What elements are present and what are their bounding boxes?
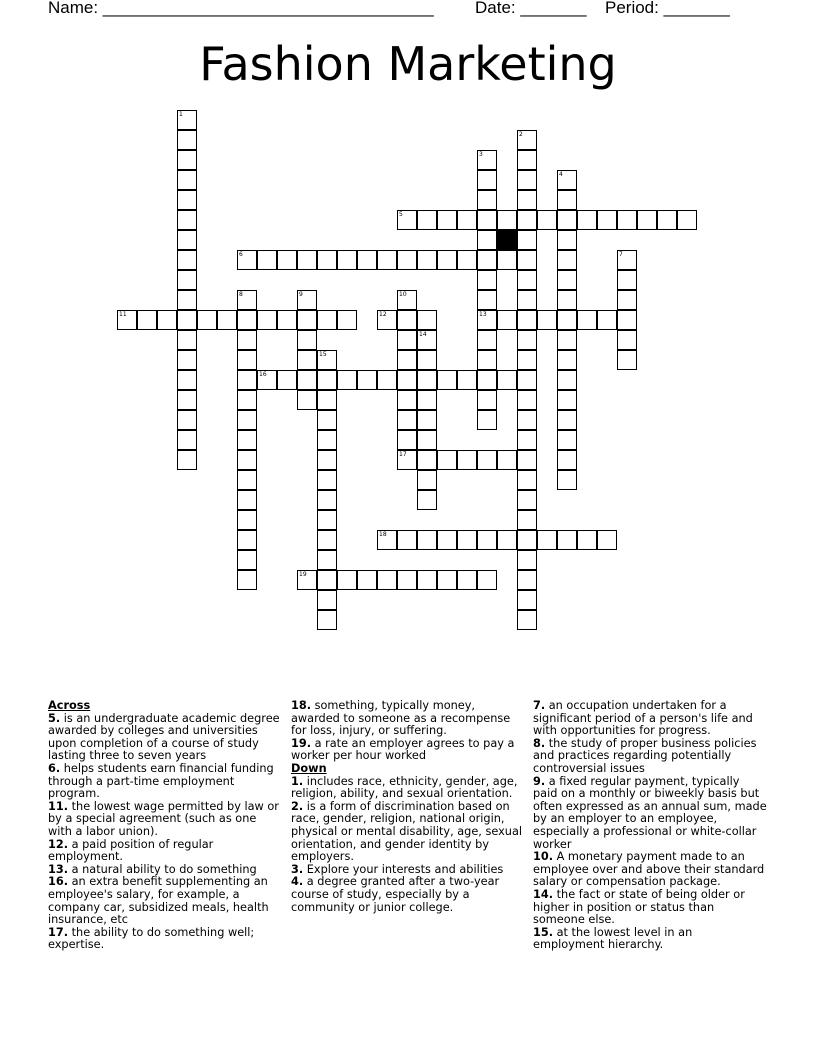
crossword-cell[interactable] <box>337 570 357 590</box>
crossword-cell[interactable] <box>177 130 197 150</box>
crossword-cell[interactable] <box>317 410 337 430</box>
crossword-cell[interactable] <box>397 350 417 370</box>
crossword-cell[interactable] <box>557 210 577 230</box>
crossword-cell[interactable] <box>557 330 577 350</box>
crossword-cell[interactable] <box>317 510 337 530</box>
clue-number: 18 <box>379 531 387 538</box>
crossword-cell[interactable] <box>517 150 537 170</box>
clue-number: 11 <box>119 311 127 318</box>
period-field[interactable]: Period: _______ <box>605 0 730 17</box>
clues-column-1 <box>48 700 282 952</box>
crossword-cell[interactable] <box>337 250 357 270</box>
clue-text: a degree granted after a two-year course of study, especially by a community or junior college. <box>291 875 500 914</box>
crossword-cell[interactable] <box>477 450 497 470</box>
clue-text: the study of proper business policies and practices regarding potentially controversial issues <box>533 736 757 775</box>
crossword-cell[interactable] <box>557 350 577 370</box>
crossword-cell[interactable] <box>177 190 197 210</box>
black-cell <box>497 230 517 250</box>
crossword-cell[interactable] <box>457 530 477 550</box>
crossword-cell[interactable] <box>477 170 497 190</box>
clue-text: A monetary payment made to an employee over and above their standard salary or compensation package. <box>533 850 765 889</box>
crossword-cell[interactable] <box>417 450 437 470</box>
crossword-cell[interactable] <box>577 210 597 230</box>
clue-number: 8. <box>533 736 546 750</box>
crossword-cell[interactable] <box>317 570 337 590</box>
clue-text: at the lowest level in an employment hierarchy. <box>533 925 693 952</box>
crossword-cell[interactable] <box>597 310 617 330</box>
crossword-cell[interactable] <box>437 250 457 270</box>
crossword-cell[interactable] <box>397 430 417 450</box>
clue-text: something, typically money, awarded to someone as a recompense for loss, injury, or suffering. <box>291 699 511 738</box>
across-clue <box>48 763 282 801</box>
crossword-cell[interactable] <box>557 430 577 450</box>
crossword-cell[interactable] <box>277 370 297 390</box>
crossword-cell[interactable] <box>377 370 397 390</box>
across-clue <box>48 713 282 763</box>
crossword-cell[interactable] <box>297 310 317 330</box>
clue-text: a paid position of regular employment. <box>48 837 214 864</box>
crossword-cell[interactable] <box>417 570 437 590</box>
crossword-cell[interactable] <box>177 290 197 310</box>
crossword-cell[interactable] <box>317 590 337 610</box>
clue-number: 5 <box>399 211 403 218</box>
down-clue <box>533 700 767 738</box>
crossword-cell[interactable] <box>597 530 617 550</box>
across-clue <box>48 839 282 864</box>
crossword-cell[interactable] <box>517 470 537 490</box>
crossword-cell[interactable] <box>457 250 477 270</box>
clue-number: 16. <box>48 875 69 889</box>
crossword-cell[interactable] <box>377 570 397 590</box>
crossword-cell[interactable] <box>517 410 537 430</box>
crossword-cell[interactable] <box>337 370 357 390</box>
crossword-cell[interactable] <box>297 370 317 390</box>
crossword-cell[interactable] <box>517 450 537 470</box>
down-clue <box>533 927 767 952</box>
crossword-cell[interactable] <box>237 510 257 530</box>
clue-text: a rate an employer agrees to pay a worker per hour worked <box>291 736 515 763</box>
clue-number: 4 <box>559 171 563 178</box>
clues-column-3 <box>533 700 767 952</box>
crossword-cell[interactable] <box>237 370 257 390</box>
crossword-cell[interactable] <box>397 330 417 350</box>
crossword-cell[interactable] <box>457 370 477 390</box>
crossword-cell[interactable] <box>537 210 557 230</box>
crossword-cell[interactable] <box>317 430 337 450</box>
clue-number: 9 <box>299 291 303 298</box>
crossword-cell[interactable] <box>337 310 357 330</box>
crossword-cell[interactable] <box>317 250 337 270</box>
clue-number: 18. <box>291 699 312 712</box>
clue-number: 11. <box>48 799 69 813</box>
clue-number: 1 <box>179 111 183 118</box>
down-clue <box>533 851 767 889</box>
crossword-cell[interactable] <box>177 270 197 290</box>
clue-text: a fixed regular payment, typically paid on a monthly or biweekly basis but often expressed as an annual sum, made by an employer to an employee, especially a professional or white-collar worker <box>533 774 767 851</box>
crossword-cell[interactable] <box>477 570 497 590</box>
crossword-cell[interactable] <box>417 310 437 330</box>
crossword-cell[interactable] <box>457 450 477 470</box>
crossword-cell[interactable] <box>517 310 537 330</box>
crossword-cell[interactable] <box>517 530 537 550</box>
clue-number: 15. <box>533 925 554 939</box>
clue-number: 17 <box>399 451 407 458</box>
crossword-cell[interactable] <box>557 410 577 430</box>
crossword-cell[interactable] <box>517 570 537 590</box>
crossword-cell[interactable] <box>417 250 437 270</box>
crossword-cell[interactable] <box>257 250 277 270</box>
crossword-cell[interactable] <box>177 210 197 230</box>
crossword-cell[interactable] <box>137 310 157 330</box>
crossword-cell[interactable] <box>557 450 577 470</box>
crossword-cell[interactable] <box>237 490 257 510</box>
crossword-cell[interactable] <box>617 270 637 290</box>
crossword-cell[interactable] <box>517 230 537 250</box>
crossword-cell[interactable] <box>397 530 417 550</box>
crossword-cell[interactable] <box>517 510 537 530</box>
crossword-cell[interactable] <box>617 310 637 330</box>
crossword-cell[interactable] <box>177 310 197 330</box>
crossword-cell[interactable] <box>477 270 497 290</box>
crossword-cell[interactable] <box>157 310 177 330</box>
crossword-cell[interactable] <box>437 370 457 390</box>
clue-number: 8 <box>239 291 243 298</box>
across-clue <box>48 801 282 839</box>
crossword-cell[interactable] <box>477 190 497 210</box>
crossword-cell[interactable] <box>257 310 277 330</box>
crossword-cell[interactable] <box>477 210 497 230</box>
down-clue <box>291 801 525 864</box>
crossword-cell[interactable] <box>177 410 197 430</box>
crossword-cell[interactable] <box>437 570 457 590</box>
crossword-cell[interactable] <box>357 570 377 590</box>
clue-number: 9. <box>533 774 546 788</box>
crossword-cell[interactable] <box>437 210 457 230</box>
crossword-cell[interactable] <box>397 310 417 330</box>
clue-number: 13. <box>48 862 69 876</box>
crossword-cell[interactable] <box>317 450 337 470</box>
down-clue <box>533 738 767 776</box>
crossword-cell[interactable] <box>177 330 197 350</box>
clue-number: 12 <box>379 311 387 318</box>
down-clue <box>533 889 767 927</box>
down-clue <box>291 876 525 914</box>
crossword-cell[interactable] <box>557 230 577 250</box>
crossword-cell[interactable] <box>617 350 637 370</box>
crossword-cell[interactable] <box>517 210 537 230</box>
clue-number: 19. <box>291 736 312 750</box>
crossword-cell[interactable] <box>637 210 657 230</box>
crossword-cell[interactable] <box>477 370 497 390</box>
crossword-cell[interactable] <box>477 250 497 270</box>
crossword-cell[interactable] <box>237 330 257 350</box>
crossword-cell[interactable] <box>537 310 557 330</box>
crossword-cell[interactable] <box>297 250 317 270</box>
crossword-cell[interactable] <box>277 310 297 330</box>
crossword-cell[interactable] <box>517 550 537 570</box>
down-heading: Down <box>291 761 327 775</box>
clue-number: 3. <box>291 862 304 876</box>
crossword-cell[interactable] <box>417 530 437 550</box>
crossword-cell[interactable] <box>457 570 477 590</box>
clue-number: 3 <box>479 151 483 158</box>
crossword-cell[interactable] <box>517 190 537 210</box>
crossword-cell[interactable] <box>397 250 417 270</box>
crossword-cell[interactable] <box>357 370 377 390</box>
across-clue <box>291 738 525 763</box>
crossword-cell[interactable] <box>417 490 437 510</box>
crossword-cell[interactable] <box>277 250 297 270</box>
crossword-cell[interactable] <box>397 390 417 410</box>
clue-text: the fact or state of being older or higher in position or status than someone else. <box>533 887 745 927</box>
crossword-cell[interactable] <box>517 610 537 630</box>
clue-number: 14 <box>419 331 427 338</box>
crossword-cell[interactable] <box>237 450 257 470</box>
crossword-cell[interactable] <box>517 170 537 190</box>
crossword-cell[interactable] <box>517 490 537 510</box>
crossword-cell[interactable] <box>437 530 457 550</box>
crossword-cell[interactable] <box>417 410 437 430</box>
crossword-cell[interactable] <box>557 390 577 410</box>
crossword-cell[interactable] <box>477 230 497 250</box>
crossword-cell[interactable] <box>517 370 537 390</box>
across-clue <box>48 876 282 926</box>
crossword-cell[interactable] <box>557 190 577 210</box>
crossword-cell[interactable] <box>217 310 237 330</box>
crossword-cell[interactable] <box>497 450 517 470</box>
crossword-cell[interactable] <box>177 450 197 470</box>
crossword-cell[interactable] <box>437 450 457 470</box>
crossword-cell[interactable] <box>237 550 257 570</box>
crossword-cell[interactable] <box>317 470 337 490</box>
crossword-cell[interactable] <box>317 390 337 410</box>
crossword-cell[interactable] <box>477 350 497 370</box>
crossword-cell[interactable] <box>237 430 257 450</box>
crossword-cell[interactable] <box>357 250 377 270</box>
crossword-cell[interactable] <box>497 250 517 270</box>
crossword-cell[interactable] <box>497 530 517 550</box>
crossword-cell[interactable] <box>237 390 257 410</box>
clue-text: a natural ability to do something <box>68 862 257 876</box>
crossword-cell[interactable] <box>457 210 477 230</box>
crossword-cell[interactable] <box>177 150 197 170</box>
clue-number: 15 <box>319 351 327 358</box>
clue-number: 6 <box>239 251 243 258</box>
crossword-cell[interactable] <box>317 610 337 630</box>
across-clue <box>291 700 525 738</box>
crossword-cell[interactable] <box>677 210 697 230</box>
crossword-cell[interactable] <box>317 310 337 330</box>
crossword-cell[interactable] <box>557 250 577 270</box>
crossword-cell[interactable] <box>197 310 217 330</box>
clue-number: 7 <box>619 251 623 258</box>
crossword-cell[interactable] <box>397 370 417 390</box>
crossword-cell[interactable] <box>657 210 677 230</box>
crossword-cell[interactable] <box>517 350 537 370</box>
clue-number: 17. <box>48 925 69 939</box>
crossword-cell[interactable] <box>297 330 317 350</box>
clue-number: 6. <box>48 761 61 775</box>
clue-number: 10 <box>399 291 407 298</box>
crossword-cell[interactable] <box>317 550 337 570</box>
clue-text: is a form of discrimination based on race, gender, religion, national origin, physical or mental disability, age, sexual orientation, and gender identity by employers. <box>291 799 523 864</box>
crossword-cell[interactable] <box>537 530 557 550</box>
crossword-cell[interactable] <box>237 470 257 490</box>
crossword-cell[interactable] <box>617 290 637 310</box>
crossword-cell[interactable] <box>517 430 537 450</box>
clue-text: includes race, ethnicity, gender, age, religion, ability, and sexual orientation. <box>291 774 518 801</box>
across-clue <box>48 927 282 952</box>
crossword-cell[interactable] <box>177 170 197 190</box>
date-field[interactable]: Date: _______ <box>475 0 587 17</box>
clue-text: the ability to do something well; expertise. <box>48 925 255 952</box>
across-heading: Across <box>48 699 91 712</box>
clue-number: 14. <box>533 887 554 901</box>
crossword-cell[interactable] <box>177 350 197 370</box>
crossword-cell[interactable] <box>317 370 337 390</box>
crossword-cell[interactable] <box>417 210 437 230</box>
crossword-cell[interactable] <box>397 570 417 590</box>
crossword-cell[interactable] <box>557 290 577 310</box>
crossword-cell[interactable] <box>477 530 497 550</box>
crossword-cell[interactable] <box>617 330 637 350</box>
crossword-cell[interactable] <box>417 470 437 490</box>
clue-number: 16 <box>259 371 267 378</box>
clues-column-2 <box>291 700 525 914</box>
crossword-cell[interactable] <box>177 250 197 270</box>
crossword-cell[interactable] <box>477 330 497 350</box>
crossword-cell[interactable] <box>237 310 257 330</box>
crossword-cell[interactable] <box>177 390 197 410</box>
crossword-cell[interactable] <box>417 390 437 410</box>
crossword-cell[interactable] <box>557 310 577 330</box>
crossword-cell[interactable] <box>177 230 197 250</box>
clue-number: 1. <box>291 774 304 788</box>
crossword-cell[interactable] <box>617 210 637 230</box>
crossword-cell[interactable] <box>237 410 257 430</box>
crossword-cell[interactable] <box>237 350 257 370</box>
crossword-cell[interactable] <box>297 350 317 370</box>
name-field[interactable]: Name: ___________________________________ <box>48 0 434 17</box>
crossword-cell[interactable] <box>317 490 337 510</box>
crossword-cell[interactable] <box>417 370 437 390</box>
crossword-cell[interactable] <box>517 590 537 610</box>
crossword-cell[interactable] <box>177 430 197 450</box>
clue-number: 13 <box>479 311 487 318</box>
crossword-cell[interactable] <box>577 530 597 550</box>
crossword-cell[interactable] <box>417 350 437 370</box>
crossword-cell[interactable] <box>377 250 397 270</box>
crossword-cell[interactable] <box>477 390 497 410</box>
crossword-cell[interactable] <box>517 390 537 410</box>
clue-number: 5. <box>48 711 61 725</box>
crossword-cell[interactable] <box>417 430 437 450</box>
crossword-cell[interactable] <box>237 530 257 550</box>
crossword-cell[interactable] <box>297 390 317 410</box>
page-title: Fashion Marketing <box>199 37 617 91</box>
clue-number: 10. <box>533 850 554 864</box>
crossword-cell[interactable] <box>577 310 597 330</box>
clue-text: helps students earn financial funding through a part-time employment program. <box>48 761 274 801</box>
crossword-cell[interactable] <box>317 530 337 550</box>
clue-text: is an undergraduate academic degree awarded by colleges and universities upon completion of a course of study lasting three to seven years <box>48 711 280 763</box>
clue-text: the lowest wage permitted by law or by a special agreement (such as one with a labor union). <box>48 799 279 838</box>
down-clue <box>533 776 767 852</box>
crossword-cell[interactable] <box>497 310 517 330</box>
crossword-cell[interactable] <box>477 410 497 430</box>
clue-number: 7. <box>533 699 546 712</box>
crossword-cell[interactable] <box>497 210 517 230</box>
crossword-cell[interactable] <box>497 370 517 390</box>
down-clue <box>291 776 525 801</box>
clue-text: an extra benefit supplementing an employee's salary, for example, a company car, subsidized meals, health insurance, etc <box>48 875 269 927</box>
clue-number: 4. <box>291 875 304 889</box>
crossword-cell[interactable] <box>557 530 577 550</box>
clue-number: 12. <box>48 837 69 851</box>
crossword-cell[interactable] <box>557 370 577 390</box>
crossword-cell[interactable] <box>477 290 497 310</box>
crossword-cell[interactable] <box>517 290 537 310</box>
crossword-cell[interactable] <box>397 410 417 430</box>
clue-number: 2 <box>519 131 523 138</box>
crossword-cell[interactable] <box>177 370 197 390</box>
crossword-cell[interactable] <box>517 330 537 350</box>
crossword-cell[interactable] <box>557 470 577 490</box>
clue-text: Explore your interests and abilities <box>303 862 504 876</box>
clue-text: an occupation undertaken for a significant period of a person's life and with opportunities for progress. <box>533 699 753 738</box>
crossword-cell[interactable] <box>597 210 617 230</box>
crossword-cell[interactable] <box>557 270 577 290</box>
crossword-cell[interactable] <box>517 250 537 270</box>
crossword-cell[interactable] <box>237 570 257 590</box>
crossword-cell[interactable] <box>517 270 537 290</box>
clue-number: 2. <box>291 799 304 813</box>
clue-number: 19 <box>299 571 307 578</box>
